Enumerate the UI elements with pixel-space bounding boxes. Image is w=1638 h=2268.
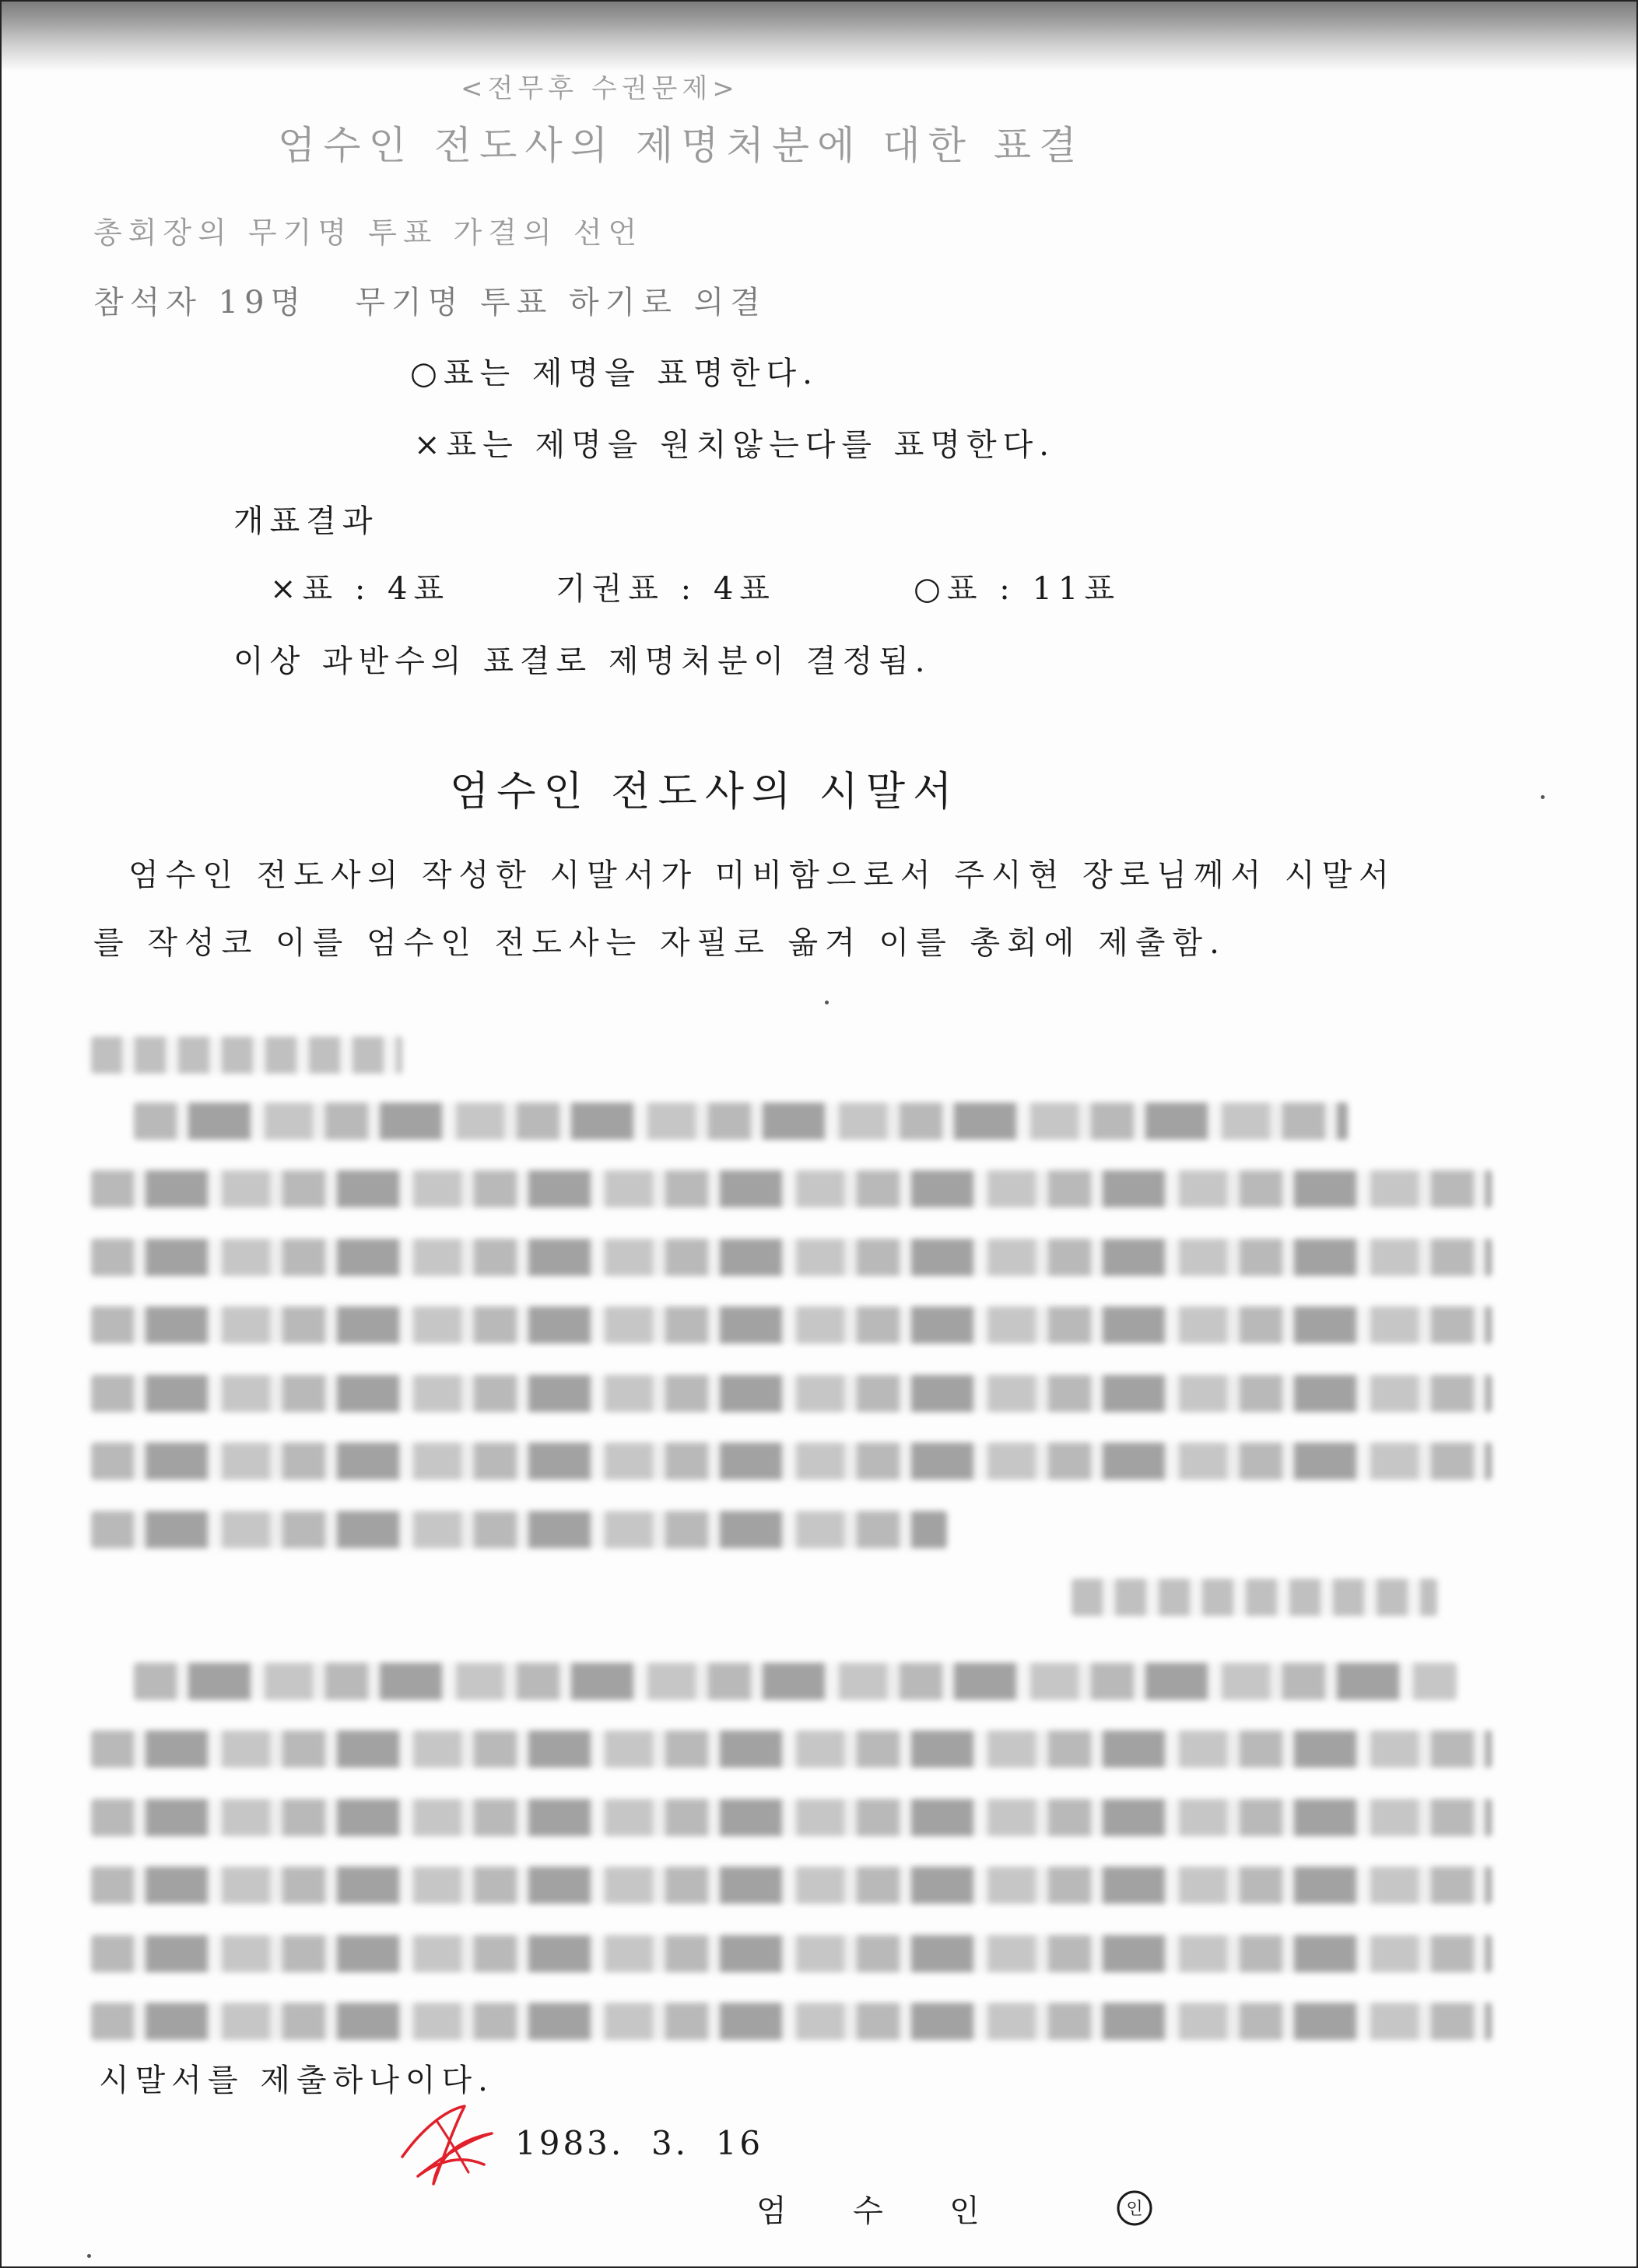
redacted-text [91, 1511, 947, 1548]
redacted-text [91, 2003, 1492, 2040]
document-title: 엄수인 전도사의 제명처분에 대한 표결 [278, 123, 1085, 168]
redacted-text [134, 1663, 1457, 1700]
redacted-text [91, 1867, 1492, 1904]
redacted-text [91, 1730, 1492, 1768]
section-paragraph-line2: 를 작성코 이를 엄수인 전도사는 자필로 옮겨 이를 총회에 제출함. [93, 925, 1226, 961]
redacted-text [91, 1799, 1492, 1836]
conclusion-line: 이상 과반수의 표결로 제명처분이 결정됨. [233, 643, 931, 679]
redacted-text [91, 1036, 402, 1074]
seal-char: 인 [1126, 2200, 1143, 2219]
redacted-text [91, 1935, 1492, 1972]
redacted-text [91, 1239, 1492, 1276]
closing-line: 시말서를 제출하나이다. [99, 2063, 494, 2098]
seal-mark-icon [1116, 2189, 1153, 2227]
redacted-text [91, 1442, 1492, 1480]
o-vote-count: ○표 : 11표 [914, 571, 1121, 607]
abstain-count: 기권표 : 4표 [556, 571, 776, 607]
scan-speck [87, 2254, 91, 2258]
red-signature-mark [391, 2098, 500, 2192]
redacted-text [91, 1306, 1492, 1344]
header-note: <전무후 수권문제> [461, 73, 739, 104]
attendance-line: 참석자 19명 무기명 투표 하기로 의결 [93, 285, 766, 321]
scan-shadow [2, 2, 1636, 72]
declaration-line: 총회장의 무기명 투표 가결의 선언 [93, 216, 644, 250]
x-vote-meaning: ×표는 제명을 원치않는다를 표명한다. [414, 427, 1055, 463]
scan-speck [825, 1001, 829, 1004]
scan-speck [1541, 795, 1545, 799]
redacted-text [91, 1375, 1492, 1412]
o-vote-meaning: ○표는 제명을 표명한다. [410, 356, 819, 391]
section-title: 엄수인 전도사의 시말서 [450, 769, 960, 815]
count-result-label: 개표결과 [233, 503, 379, 539]
redacted-text [134, 1102, 1348, 1140]
redacted-text [1072, 1579, 1437, 1616]
section-paragraph-line1: 엄수인 전도사의 작성한 시말서가 미비함으로서 주시현 장로님께서 시말서 [128, 857, 1396, 893]
x-vote-count: ×표 : 4표 [270, 571, 451, 607]
signer-name: 엄 수 인 [756, 2193, 995, 2229]
document-date: 1983. 3. 16 [515, 2124, 764, 2162]
redacted-text [91, 1170, 1492, 1208]
